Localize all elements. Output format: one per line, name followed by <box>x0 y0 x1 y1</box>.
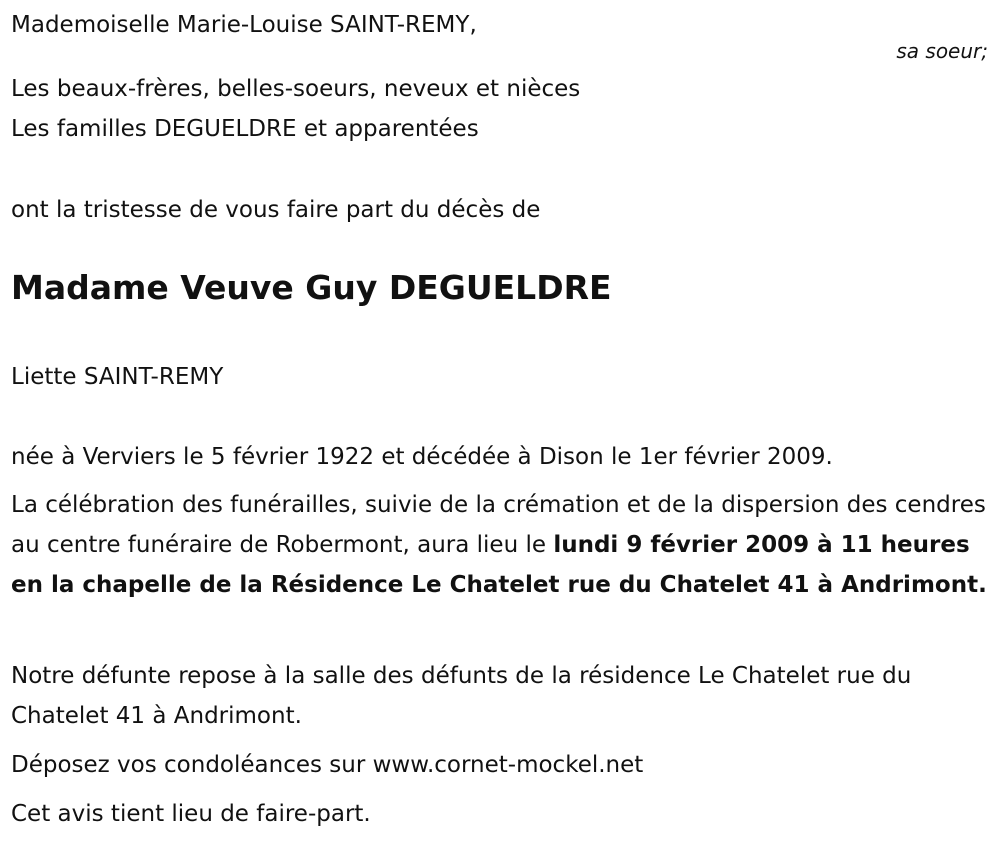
birth-death-line: née à Verviers le 5 février 1922 et décédée à Dison le 1er février 2009. <box>11 444 833 470</box>
relation-note: sa soeur; <box>896 39 988 63</box>
header-relatives-line: Les beaux-frères, belles-soeurs, neveux et nièces <box>11 76 581 102</box>
repose-paragraph: Notre défunte repose à la salle des défunts de la résidence Le Chatelet rue du Chatelet 41 à Andrimont. <box>11 663 912 729</box>
announcement-line: ont la tristesse de vous faire part du décès de <box>11 197 541 223</box>
notice-line: Cet avis tient lieu de faire-part. <box>11 801 371 827</box>
deceased-name: Madame Veuve Guy DEGUELDRE <box>11 268 612 307</box>
header-families-line: Les familles DEGUELDRE et apparentées <box>11 116 479 142</box>
ceremony-text: La célébration des funérailles, suivie de la crémation et de la dispersion des cendres au centre funéraire de Robermont, aura lieu le <box>11 492 986 558</box>
ceremony-paragraph <box>11 485 996 605</box>
maiden-name: Liette SAINT-REMY <box>11 364 224 390</box>
condolences-line: Déposez vos condoléances sur www.cornet-mockel.net <box>11 752 644 778</box>
header-sister-line: Mademoiselle Marie-Louise SAINT-REMY, <box>11 12 477 38</box>
ceremony-details: lundi 9 février 2009 à 11 heures en la chapelle de la Résidence Le Chatelet rue du Chatelet 41 à Andrimont. <box>11 532 987 598</box>
